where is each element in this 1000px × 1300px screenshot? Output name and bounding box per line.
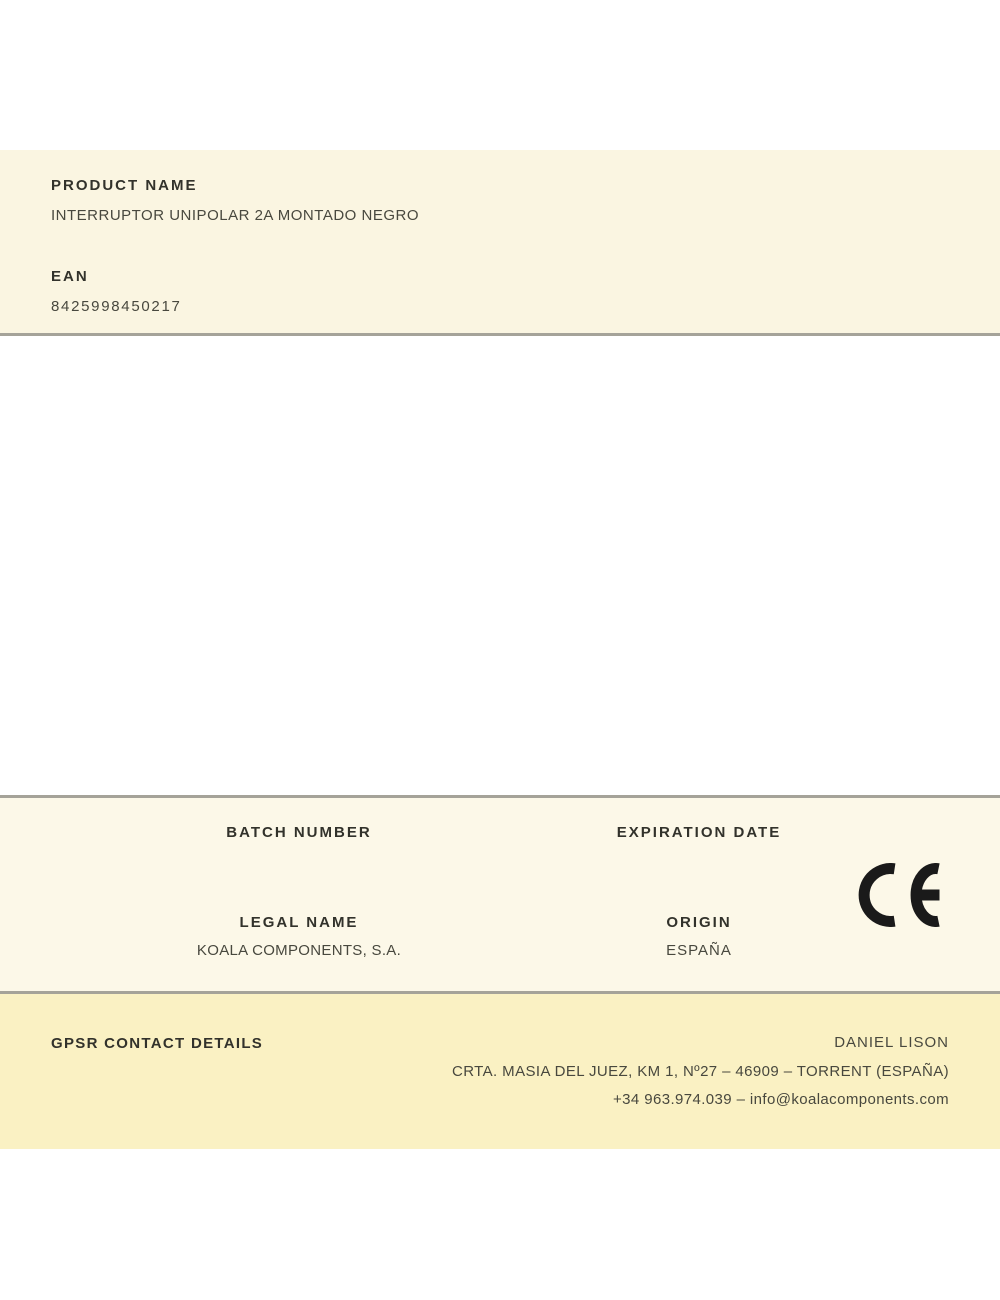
product-info-section	[0, 150, 1000, 336]
origin-label: ORIGIN	[666, 914, 732, 931]
product-name-label: PRODUCT NAME	[51, 177, 198, 194]
legal-name-label: LEGAL NAME	[239, 914, 359, 931]
product-name-value: INTERRUPTOR UNIPOLAR 2A MONTADO NEGRO	[51, 207, 419, 224]
gpsr-contact-address: CRTA. MASIA DEL JUEZ, KM 1, Nº27 – 46909 – TORRENT (ESPAÑA)	[451, 1062, 949, 1080]
product-name-field	[51, 177, 1000, 225]
batch-number-label: BATCH NUMBER	[226, 824, 372, 841]
gpsr-contact-block	[452, 1029, 949, 1115]
ce-mark-icon	[858, 863, 940, 927]
expiration-origin-column	[499, 798, 899, 991]
gpsr-contact-name: DANIEL LISON	[834, 1034, 949, 1051]
gpsr-contact-phone-email: +34 963.974.039 – info@koalacomponents.com	[613, 1091, 949, 1109]
expiration-date-label: EXPIRATION DATE	[616, 824, 782, 841]
origin-value: ESPAÑA	[666, 942, 732, 959]
gpsr-section	[0, 994, 1000, 1149]
batch-legal-column	[99, 798, 499, 991]
gpsr-label: GPSR CONTACT DETAILS	[51, 1035, 264, 1052]
ean-value: 8425998450217	[51, 298, 182, 315]
ce-letter-c	[864, 869, 894, 922]
ean-field	[51, 268, 1000, 316]
legal-name-value: KOALA COMPONENTS, S.A.	[196, 942, 402, 959]
batch-info-section	[0, 795, 1000, 994]
ean-label: EAN	[51, 268, 89, 285]
